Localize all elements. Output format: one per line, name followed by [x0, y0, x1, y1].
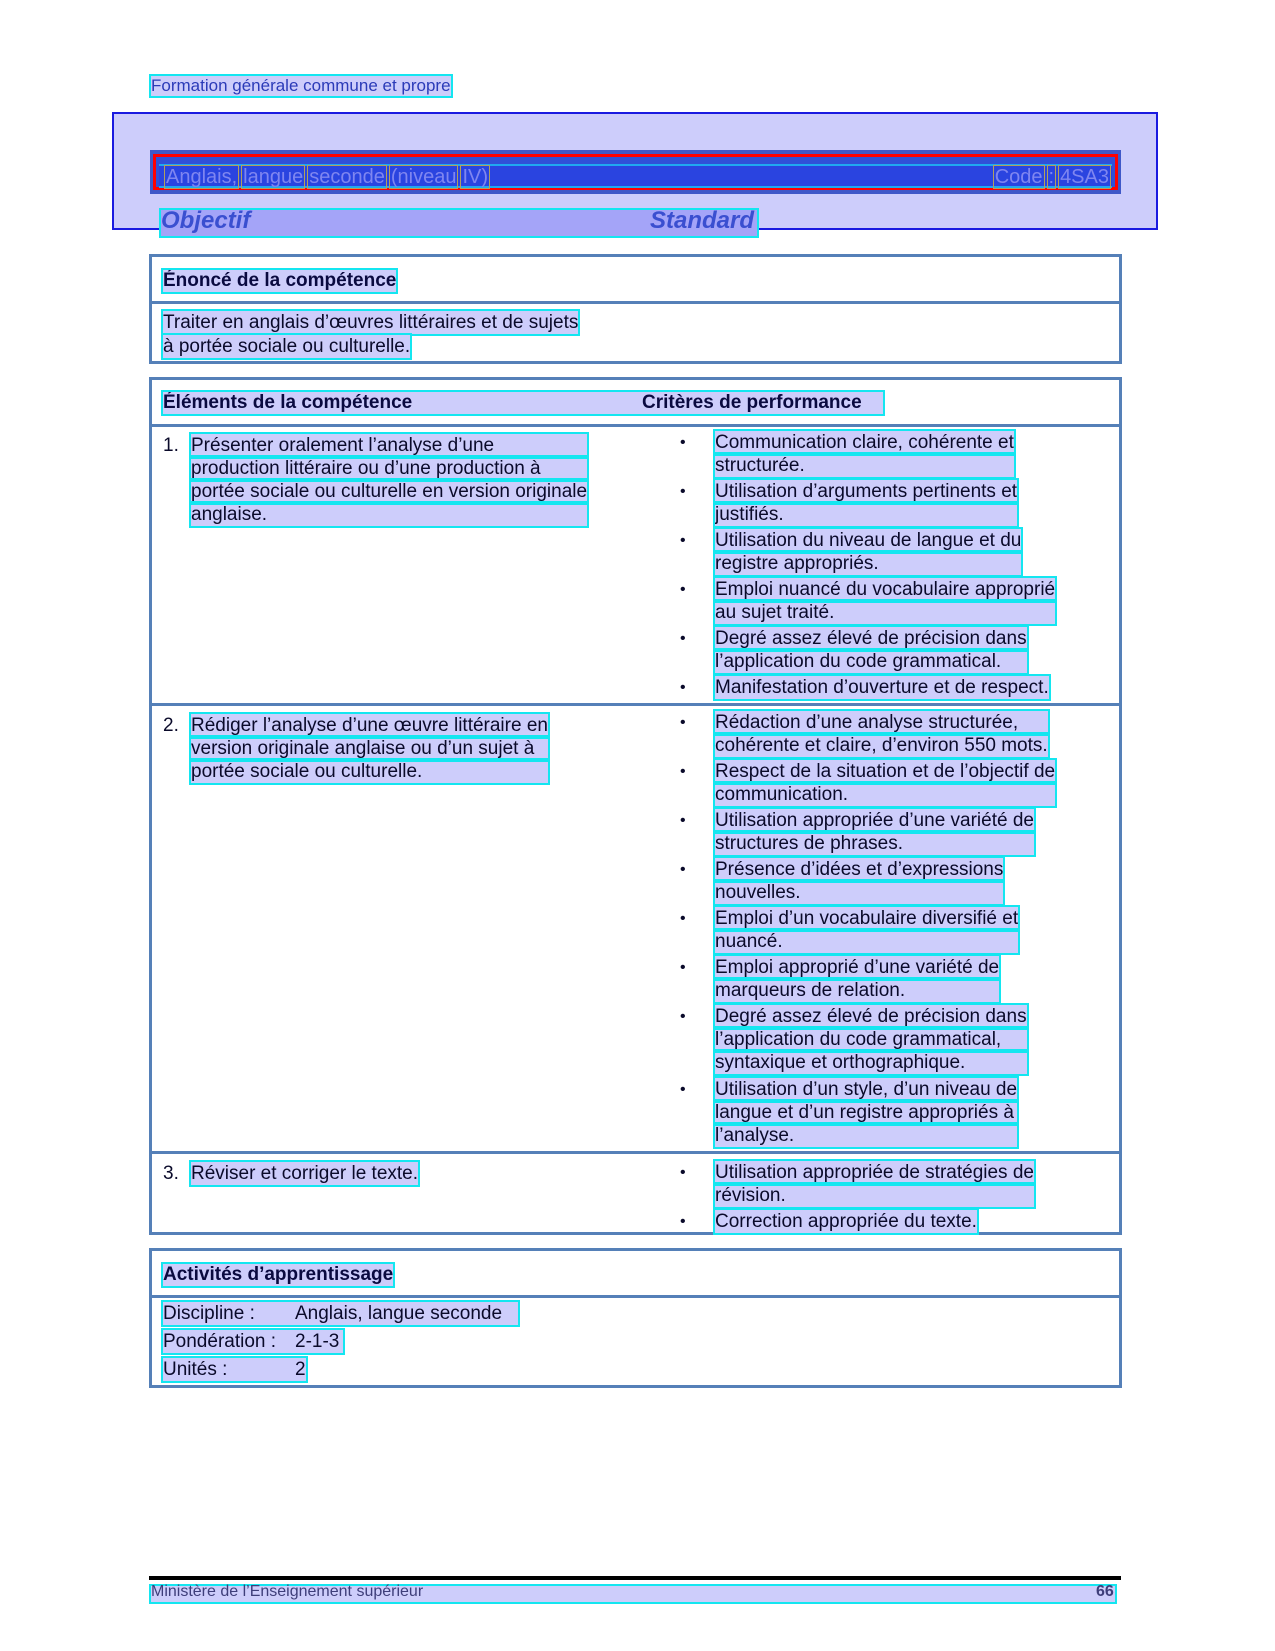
col-header-criteres: Critères de performance: [642, 392, 862, 413]
element-number: 2.: [163, 715, 179, 736]
discipline-row: [163, 1302, 518, 1325]
course-title-frame: [153, 154, 1118, 190]
course-title-word: Anglais,: [166, 166, 238, 188]
course-code: [994, 167, 1110, 187]
enonce-box: [149, 254, 1122, 364]
program-line: Formation générale commune et propre: [151, 76, 451, 95]
ponderation-row: [163, 1330, 343, 1353]
unites-value: 2: [295, 1359, 306, 1380]
unites-row: [163, 1358, 306, 1381]
bullet-icon: •: [680, 959, 686, 976]
element-text: Présenter oralement l’analyse d’une production littéraire ou d’une production à portée sociale ou culturelle en version originale anglaise.: [191, 435, 588, 525]
bullet-icon: •: [680, 1081, 686, 1098]
objectif-label: Objectif: [161, 207, 251, 234]
divider: [152, 703, 1119, 706]
course-title: [165, 167, 493, 187]
divider: [152, 1295, 1119, 1298]
bullet-icon: •: [680, 714, 686, 731]
bullet-icon: •: [680, 861, 686, 878]
discipline-value: Anglais, langue seconde: [295, 1303, 503, 1324]
discipline-label: Discipline :: [163, 1303, 255, 1324]
course-title-word: (niveau: [390, 166, 457, 188]
bullet-icon: •: [680, 910, 686, 927]
element-number: 1.: [163, 435, 179, 456]
code-label: Code: [994, 166, 1043, 188]
activites-heading: Activités d’apprentissage: [163, 1264, 394, 1285]
course-title-bar: [150, 150, 1121, 194]
course-title-word: langue: [243, 166, 304, 188]
footer-rule: [149, 1576, 1121, 1580]
bullet-icon: •: [680, 812, 686, 829]
table-row: 3. Réviser et corriger le texte. • Utilisation appropriée de stratégies de révision. • Correction appropriée du texte.: [163, 1162, 1034, 1232]
divider: [152, 424, 1119, 427]
ponderation-label: Pondération :: [163, 1331, 277, 1352]
footer-ministry: Ministère de l’Enseignement supérieur: [151, 1583, 424, 1600]
bullet-icon: •: [680, 532, 686, 549]
bullet-icon: •: [680, 1008, 686, 1025]
bullet-icon: •: [680, 763, 686, 780]
bullet-icon: •: [680, 1213, 686, 1230]
code-separator: :: [1048, 166, 1055, 188]
course-title-line: [159, 164, 1112, 188]
enonce-line: Traiter en anglais d’œuvres littéraires et de sujets: [163, 312, 579, 333]
elements-criteres-table: [149, 377, 1122, 1235]
course-title-word: seconde: [309, 166, 385, 188]
table-row: 2. Rédiger l’analyse d’une œuvre littéraire en version originale anglaise ou d’un sujet à portée sociale ou culturelle. • Rédaction d’une analyse structurée, cohérente et claire, d’environ 550 mots. • Respect de la situation et de l’objectif de communication. • Utilisation appropriée d’une variété de structures de phrases. • Présence d’idées et d’expressions nouvelles. • Emploi d’un vocabulaire diversifié et nuancé. • Emploi approprié d’une variété de marqueurs de relation. • Degré assez élevé de précision dans l’application du code grammatical, syntaxique et orthographique. • Utilisation d’un style, d’un niveau de langue et d’un registre appropriés à l’analyse.: [163, 712, 1056, 1146]
enonce-heading: Énoncé de la compétence: [163, 270, 397, 291]
unites-label: Unités :: [163, 1359, 228, 1380]
bullet-icon: •: [680, 581, 686, 598]
bullet-icon: •: [680, 434, 686, 451]
activites-box: [149, 1248, 1122, 1388]
code-value: 4SA3: [1060, 166, 1109, 188]
course-title-word: IV): [462, 166, 489, 188]
element-text: Réviser et corriger le texte.: [191, 1163, 419, 1184]
table-header-row: [163, 392, 883, 414]
enonce-line: à portée sociale ou culturelle.: [163, 336, 411, 357]
page-number: 66: [1096, 1583, 1114, 1600]
element-number: 3.: [163, 1163, 179, 1184]
bullet-icon: •: [680, 1164, 686, 1181]
divider: [152, 301, 1119, 304]
objectif-standard-row: [161, 207, 757, 236]
standard-label: Standard: [650, 207, 755, 234]
table-row: 1. Présenter oralement l’analyse d’une production littéraire ou d’une production à portée sociale ou culturelle en version originale anglaise. • Communication claire, cohérente et structurée. • Utilisation d’arguments pertinents et justifiés. • Utilisation du niveau de langue et du registre appropriés. • Emploi nuancé du vocabulaire approprié au sujet traité. • Degré assez élevé de précision dans l’application du code grammatical. • Manifestation d’ouverture et de respect.: [163, 432, 1056, 698]
divider: [152, 1151, 1119, 1154]
ponderation-value: 2-1-3: [295, 1331, 340, 1352]
bullet-icon: •: [680, 679, 686, 696]
col-header-elements: Éléments de la compétence: [163, 392, 413, 413]
element-text: Rédiger l’analyse d’une œuvre littéraire en version originale anglaise ou d’un sujet à portée sociale ou culturelle.: [191, 715, 548, 782]
bullet-icon: •: [680, 483, 686, 500]
bullet-icon: •: [680, 630, 686, 647]
